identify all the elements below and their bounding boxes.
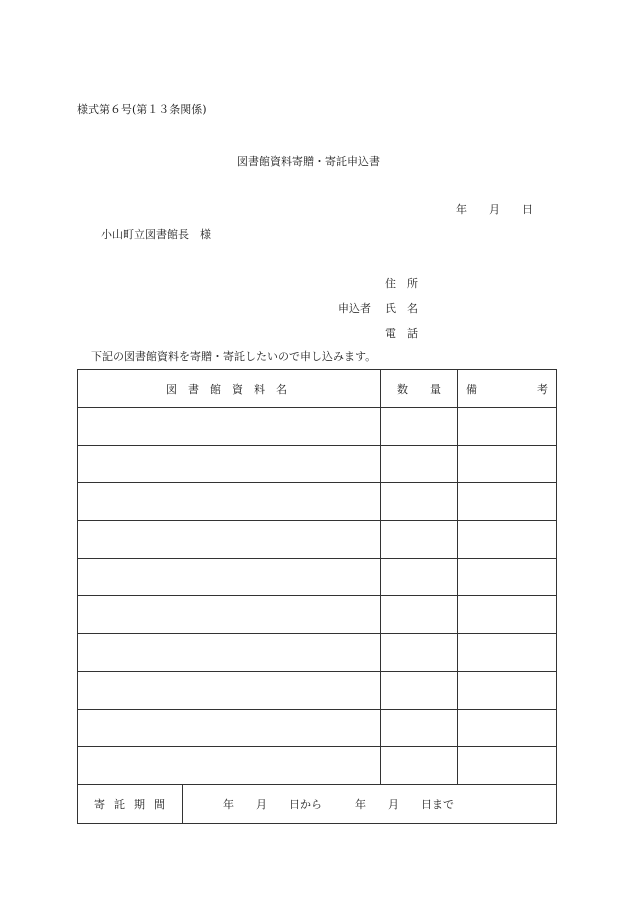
table-row bbox=[78, 483, 557, 521]
table-header-row bbox=[78, 370, 557, 408]
cell-quantity[interactable] bbox=[381, 521, 458, 559]
addressee: 小山町立図書館長 様 bbox=[101, 228, 211, 241]
intro-text: 下記の図書館資料を寄贈・寄託したいので申し込みます。 bbox=[91, 350, 377, 363]
cell-quantity[interactable] bbox=[381, 558, 458, 596]
cell-remarks[interactable] bbox=[458, 596, 557, 634]
deposit-period-label: 寄託期間 bbox=[78, 785, 183, 824]
cell-quantity[interactable] bbox=[381, 408, 458, 446]
deposit-period-row bbox=[78, 785, 557, 824]
table-row bbox=[78, 408, 557, 446]
table-row bbox=[78, 445, 557, 483]
table-row bbox=[78, 709, 557, 747]
cell-remarks[interactable] bbox=[458, 634, 557, 672]
cell-quantity[interactable] bbox=[381, 634, 458, 672]
deposit-period-value[interactable]: 年 月 日から 年 月 日まで bbox=[183, 785, 557, 824]
materials-table bbox=[77, 369, 557, 785]
cell-material-name[interactable] bbox=[78, 521, 381, 559]
cell-remarks[interactable] bbox=[458, 445, 557, 483]
cell-material-name[interactable] bbox=[78, 596, 381, 634]
address-label: 住 所 bbox=[385, 277, 418, 290]
table-row bbox=[78, 596, 557, 634]
table-row bbox=[78, 634, 557, 672]
table-body bbox=[78, 408, 557, 785]
name-label: 氏 名 bbox=[385, 302, 418, 315]
cell-remarks[interactable] bbox=[458, 671, 557, 709]
cell-quantity[interactable] bbox=[381, 483, 458, 521]
cell-quantity[interactable] bbox=[381, 596, 458, 634]
form-number: 様式第６号(第１３条関係) bbox=[77, 103, 207, 116]
cell-material-name[interactable] bbox=[78, 709, 381, 747]
header-remarks-label: 備考 bbox=[466, 382, 548, 396]
cell-material-name[interactable] bbox=[78, 747, 381, 785]
cell-remarks[interactable] bbox=[458, 521, 557, 559]
cell-material-name[interactable] bbox=[78, 445, 381, 483]
table-row bbox=[78, 558, 557, 596]
cell-quantity[interactable] bbox=[381, 445, 458, 483]
cell-material-name[interactable] bbox=[78, 671, 381, 709]
cell-material-name[interactable] bbox=[78, 634, 381, 672]
cell-quantity[interactable] bbox=[381, 747, 458, 785]
deposit-period-table bbox=[77, 784, 557, 824]
cell-material-name[interactable] bbox=[78, 483, 381, 521]
cell-quantity[interactable] bbox=[381, 671, 458, 709]
cell-remarks[interactable] bbox=[458, 709, 557, 747]
cell-remarks[interactable] bbox=[458, 558, 557, 596]
header-quantity bbox=[381, 370, 458, 408]
cell-remarks[interactable] bbox=[458, 747, 557, 785]
table-row bbox=[78, 671, 557, 709]
header-material-name: 図書館資料名 bbox=[78, 370, 381, 408]
table-row bbox=[78, 747, 557, 785]
cell-material-name[interactable] bbox=[78, 558, 381, 596]
cell-material-name[interactable] bbox=[78, 408, 381, 446]
table-row bbox=[78, 521, 557, 559]
applicant-role-label: 申込者 bbox=[338, 302, 371, 315]
form-title: 図書館資料寄贈・寄託申込書 bbox=[237, 155, 380, 168]
cell-remarks[interactable] bbox=[458, 483, 557, 521]
cell-remarks[interactable] bbox=[458, 408, 557, 446]
date-line: 年 月 日 bbox=[456, 203, 533, 216]
header-quantity-label: 数量 bbox=[397, 382, 441, 396]
cell-quantity[interactable] bbox=[381, 709, 458, 747]
phone-label: 電 話 bbox=[385, 327, 418, 340]
header-remarks bbox=[458, 370, 557, 408]
